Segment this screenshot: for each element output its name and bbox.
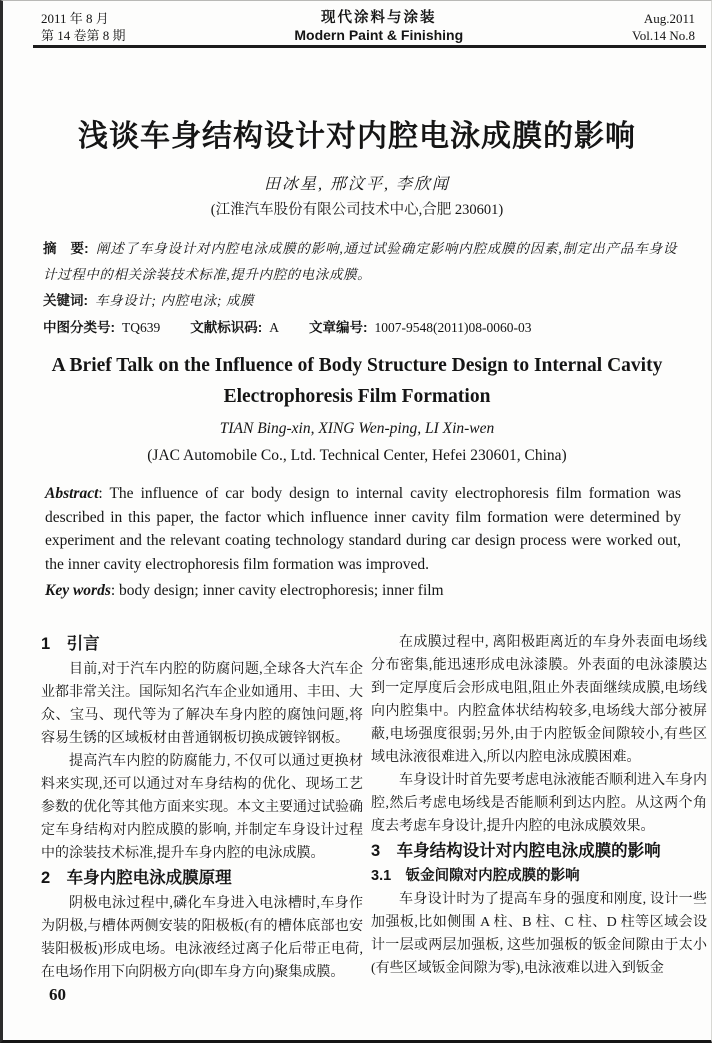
article-affiliation-cn: (江淮汽车股份有限公司技术中心,合肥 230601) bbox=[210, 202, 504, 218]
body-column-left bbox=[41, 631, 363, 984]
body-paragraph: 在成膜过程中, 离阳极距离近的车身外表面电场线分布密集,能迅速形成电泳漆膜。外表面的电泳漆膜达到一定厚度后会形成电阻,阻止外表面继续成膜,电场线向内腔集中。内腔盒体状结构较多,电场线大部分被屏蔽,电场强度很弱;另外,由于内腔钣金间隙较小,有些区域电泳液很难进入,所以内腔电泳成膜困难。 bbox=[371, 635, 707, 765]
article-id-pair bbox=[309, 315, 531, 341]
body-paragraph: 目前,对于汽车内腔的防腐问题,全球各大汽车企业都非常关注。国际知名汽车企业如通用、丰田、大众、宝马、现代等为了解决车身内腔的腐蚀问题,将容易生锈的区域板材由普通钢板切换成镀锌钢板。 bbox=[41, 662, 363, 746]
abstract-en-text: : The influence of car body design to internal cavity electrophoresis film formation was described in this paper, the factor which influence inner cavity film formation were determined by experiment and the relevant coating technology standard during car design process were worked out, the inner cavity electrophoresis film formation was improved. bbox=[45, 485, 681, 573]
journal-name-cn: 现代涂料与涂装 bbox=[321, 10, 437, 26]
doc-code-pair bbox=[190, 315, 279, 341]
article-title-en-line1: A Brief Talk on the Influence of Body Structure Design to Internal Cavity bbox=[51, 355, 663, 376]
body-columns bbox=[41, 631, 707, 984]
article-title-en-line2: Electrophoresis Film Formation bbox=[223, 386, 491, 407]
abstract-cn bbox=[43, 236, 677, 288]
abstract-cn-label: 摘 要: bbox=[43, 241, 89, 256]
journal-issue-en: Vol.14 No.8 bbox=[632, 28, 695, 43]
journal-date-en: Aug.2011 bbox=[643, 11, 695, 26]
section-heading-1: 1 引言 bbox=[41, 635, 100, 653]
doc-code-label: 文献标识码: bbox=[190, 320, 263, 335]
keywords-cn-text: 车身设计; 内腔电泳; 成膜 bbox=[95, 293, 255, 308]
doc-code-value: A bbox=[269, 320, 279, 335]
article-id-label: 文章编号: bbox=[309, 320, 368, 335]
body-paragraph: 车身设计时首先要考虑电泳液能否顺利进入车身内腔,然后考虑电场线是否能顺利到达内腔。从这两个角度去考虑车身设计,提升内腔的电泳成膜效果。 bbox=[371, 773, 707, 834]
header-center bbox=[294, 10, 463, 44]
abstract-en-label: Abstract bbox=[45, 485, 99, 502]
header-left bbox=[41, 10, 126, 44]
journal-date-cn: 2011 年 8 月 bbox=[41, 11, 109, 26]
keywords-en-label: Key words bbox=[45, 582, 111, 599]
abstract-en bbox=[45, 482, 681, 576]
header-rule bbox=[33, 45, 706, 48]
keywords-cn-label: 关键词: bbox=[43, 293, 88, 308]
article-authors-cn: 田冰星, 邢汶平, 李欣闻 bbox=[263, 176, 450, 193]
body-column-right bbox=[371, 631, 707, 984]
article-affiliation-en: (JAC Automobile Co., Ltd. Technical Center, Hefei 230601, China) bbox=[147, 447, 567, 464]
clc-pair bbox=[43, 315, 160, 341]
body-paragraph: 提高汽车内腔的防腐能力, 不仅可以通过更换材料来实现,还可以通过对车身结构的优化、现场工艺参数的优化等其他方面来实现。本文主要通过试验确定车身结构对内腔成膜的影响, 并制定车身设计过程中的涂装技术标准,提升车身内腔的电泳成膜。 bbox=[41, 754, 363, 861]
journal-header bbox=[41, 10, 695, 44]
section-heading-2: 2 车身内腔电泳成膜原理 bbox=[41, 869, 232, 887]
page-number: 60 bbox=[49, 985, 66, 1004]
clc-value: TQ639 bbox=[122, 320, 161, 335]
article-authors-en: TIAN Bing-xin, XING Wen-ping, LI Xin-wen bbox=[219, 420, 495, 437]
keywords-cn bbox=[43, 288, 677, 314]
journal-name-en: Modern Paint & Finishing bbox=[294, 27, 464, 43]
keywords-en-text: : body design; inner cavity electrophoresis; inner film bbox=[110, 582, 444, 599]
header-right bbox=[632, 10, 695, 44]
article-id-value: 1007-9548(2011)08-0060-03 bbox=[374, 320, 532, 335]
classification-row bbox=[43, 315, 677, 341]
clc-label: 中图分类号: bbox=[43, 320, 115, 335]
abstract-cn-text: 阐述了车身设计对内腔电泳成膜的影响,通过试验确定影响内腔成膜的因素,制定出产品车身设计过程中的相关涂装技术标准,提升内腔的电泳成膜。 bbox=[43, 241, 677, 282]
article-title-cn: 浅谈车身结构设计对内腔电泳成膜的影响 bbox=[78, 120, 636, 153]
body-paragraph: 阴极电泳过程中,磷化车身进入电泳槽时,车身作为阴极,与槽体两侧安装的阳极板(有的槽体底部也安装阳极板)形成电场。电泳液经过离子化后带正电荷,在电场作用下向阴极方向(即车身方向)聚集成膜。 bbox=[41, 896, 363, 980]
section-heading-3-1: 3.1 钣金间隙对内腔成膜的影响 bbox=[371, 868, 580, 884]
journal-issue-cn: 第 14 卷第 8 期 bbox=[41, 28, 126, 43]
article-title-en bbox=[33, 350, 681, 412]
keywords-en bbox=[45, 579, 681, 603]
section-heading-3: 3 车身结构设计对内腔电泳成膜的影响 bbox=[371, 842, 661, 860]
abstract-en-block bbox=[45, 482, 681, 603]
body-paragraph: 车身设计时为了提高车身的强度和刚度, 设计一些加强板,比如侧围 A 柱、B 柱、C 柱、D 柱等区域会设计一层或两层加强板, 这些加强板的钣金间隙由于太小(有些区域钣金间隙为零),电泳液难以进入到钣金 bbox=[371, 892, 707, 976]
article-meta-cn bbox=[43, 236, 677, 341]
